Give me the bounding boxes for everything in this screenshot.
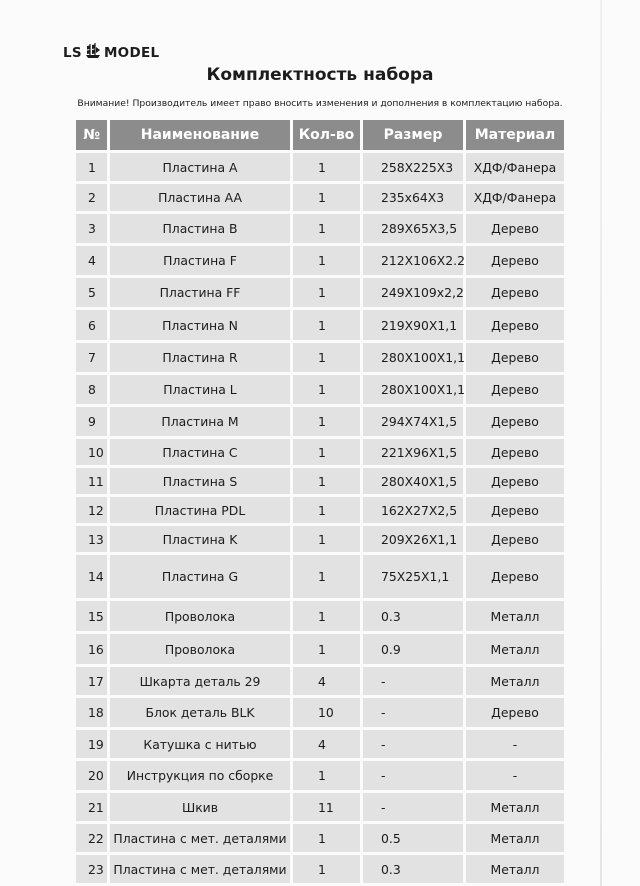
page-edge-shadow — [600, 0, 602, 886]
row-material: Дерево — [466, 698, 564, 727]
table-row — [76, 730, 564, 758]
row-size: 280X100X1,1 — [363, 375, 466, 404]
table-row — [76, 698, 564, 727]
row-quantity: 1 — [293, 555, 363, 598]
row-size: 0.5 — [363, 824, 466, 852]
row-size: - — [363, 667, 466, 695]
row-material: Дерево — [466, 526, 564, 552]
row-name: Пластина F — [110, 246, 293, 275]
row-name: Пластина G — [110, 555, 293, 598]
row-quantity: 1 — [293, 526, 363, 552]
row-material: Металл — [466, 667, 564, 695]
row-number: 10 — [76, 439, 110, 465]
row-size: 249X109x2,2 — [363, 278, 466, 307]
row-quantity: 1 — [293, 278, 363, 307]
row-size: 209X26X1,1 — [363, 526, 466, 552]
table-row — [76, 761, 564, 790]
row-material: Металл — [466, 634, 564, 664]
row-name: Пластина с мет. деталями — [110, 824, 293, 852]
row-number: 9 — [76, 407, 110, 436]
row-number: 7 — [76, 343, 110, 372]
row-size: 280X100X1,1 — [363, 343, 466, 372]
notice-text: Внимание! Производитель имеет право вносить изменения и дополнения в комплектацию набора. — [77, 98, 563, 109]
row-name: Проволока — [110, 601, 293, 631]
table-row — [76, 343, 564, 372]
row-size: 221X96X1,5 — [363, 439, 466, 465]
table-row — [76, 468, 564, 494]
row-name: Шкарта деталь 29 — [110, 667, 293, 695]
row-size: - — [363, 730, 466, 758]
table-row — [76, 601, 564, 631]
row-material: Дерево — [466, 375, 564, 404]
row-name: Пластина с мет. деталями — [110, 855, 293, 883]
row-number: 18 — [76, 698, 110, 727]
row-name: Катушка с нитью — [110, 730, 293, 758]
row-size: - — [363, 761, 466, 790]
table-row — [76, 497, 564, 523]
row-material: Дерево — [466, 310, 564, 340]
row-material: Дерево — [466, 343, 564, 372]
row-quantity: 1 — [293, 246, 363, 275]
row-name: Пластина A — [110, 153, 293, 181]
row-size: 75X25X1,1 — [363, 555, 466, 598]
table-header-row — [76, 120, 564, 150]
row-number: 14 — [76, 555, 110, 598]
row-name: Блок деталь BLK — [110, 698, 293, 727]
row-quantity: 1 — [293, 153, 363, 181]
brand-logo — [63, 42, 159, 64]
row-material: - — [466, 730, 564, 758]
ship-icon — [84, 42, 102, 64]
row-size: 258X225X3 — [363, 153, 466, 181]
row-material: Дерево — [466, 439, 564, 465]
row-name: Пластина L — [110, 375, 293, 404]
table-row — [76, 214, 564, 243]
row-material: Дерево — [466, 407, 564, 436]
row-number: 1 — [76, 153, 110, 181]
row-quantity: 1 — [293, 184, 363, 211]
row-quantity: 10 — [293, 698, 363, 727]
row-name: Пластина FF — [110, 278, 293, 307]
row-size: 294X74X1,5 — [363, 407, 466, 436]
row-number: 4 — [76, 246, 110, 275]
row-material: Дерево — [466, 278, 564, 307]
row-number: 21 — [76, 793, 110, 821]
header-size: Размер — [363, 120, 466, 150]
table-row — [76, 824, 564, 852]
row-material: Дерево — [466, 555, 564, 598]
row-number: 8 — [76, 375, 110, 404]
kit-contents-table — [76, 117, 564, 886]
row-size: - — [363, 793, 466, 821]
row-material: - — [466, 761, 564, 790]
row-material: ХДФ/Фанера — [466, 184, 564, 211]
row-number: 5 — [76, 278, 110, 307]
header-material: Материал — [466, 120, 564, 150]
table-row — [76, 526, 564, 552]
row-name: Пластина M — [110, 407, 293, 436]
table-row — [76, 184, 564, 211]
table-row — [76, 310, 564, 340]
row-quantity: 1 — [293, 601, 363, 631]
table-row — [76, 153, 564, 181]
row-quantity: 1 — [293, 761, 363, 790]
row-number: 12 — [76, 497, 110, 523]
row-name: Пластина S — [110, 468, 293, 494]
row-name: Проволока — [110, 634, 293, 664]
row-quantity: 1 — [293, 214, 363, 243]
row-name: Пластина AA — [110, 184, 293, 211]
table-row — [76, 634, 564, 664]
row-material: Металл — [466, 824, 564, 852]
row-material: Дерево — [466, 468, 564, 494]
row-size: - — [363, 698, 466, 727]
row-material: Дерево — [466, 214, 564, 243]
row-quantity: 1 — [293, 310, 363, 340]
row-quantity: 1 — [293, 468, 363, 494]
row-number: 23 — [76, 855, 110, 883]
row-name: Пластина C — [110, 439, 293, 465]
row-quantity: 1 — [293, 407, 363, 436]
row-quantity: 4 — [293, 667, 363, 695]
row-name: Пластина B — [110, 214, 293, 243]
table-row — [76, 407, 564, 436]
row-name: Шкив — [110, 793, 293, 821]
table-row — [76, 855, 564, 883]
row-size: 289X65X3,5 — [363, 214, 466, 243]
row-material: Металл — [466, 601, 564, 631]
table-body — [76, 153, 564, 883]
table-row — [76, 278, 564, 307]
logo-right-text: MODEL — [103, 45, 160, 61]
row-name: Пластина R — [110, 343, 293, 372]
row-quantity: 1 — [293, 634, 363, 664]
header-number: № — [76, 120, 110, 150]
row-quantity: 11 — [293, 793, 363, 821]
row-size: 162X27X2,5 — [363, 497, 466, 523]
row-quantity: 1 — [293, 343, 363, 372]
row-size: 235x64X3 — [363, 184, 466, 211]
row-number: 17 — [76, 667, 110, 695]
row-name: Пластина K — [110, 526, 293, 552]
table-row — [76, 793, 564, 821]
row-size: 0.9 — [363, 634, 466, 664]
row-number: 15 — [76, 601, 110, 631]
row-quantity: 1 — [293, 439, 363, 465]
row-number: 20 — [76, 761, 110, 790]
header-quantity: Кол-во — [293, 120, 363, 150]
row-material: ХДФ/Фанера — [466, 153, 564, 181]
row-size: 280X40X1,5 — [363, 468, 466, 494]
row-size: 0.3 — [363, 601, 466, 631]
table-row — [76, 439, 564, 465]
row-number: 19 — [76, 730, 110, 758]
table-row — [76, 246, 564, 275]
row-number: 6 — [76, 310, 110, 340]
row-number: 2 — [76, 184, 110, 211]
row-number: 22 — [76, 824, 110, 852]
table-row — [76, 375, 564, 404]
row-size: 219X90X1,1 — [363, 310, 466, 340]
row-name: Пластина N — [110, 310, 293, 340]
row-quantity: 4 — [293, 730, 363, 758]
row-quantity: 1 — [293, 375, 363, 404]
table-row — [76, 555, 564, 598]
row-number: 11 — [76, 468, 110, 494]
row-name: Пластина PDL — [110, 497, 293, 523]
row-number: 13 — [76, 526, 110, 552]
logo-left-text: LS — [63, 45, 82, 61]
row-quantity: 1 — [293, 855, 363, 883]
row-number: 3 — [76, 214, 110, 243]
row-material: Дерево — [466, 497, 564, 523]
row-size: 0.3 — [363, 855, 466, 883]
row-number: 16 — [76, 634, 110, 664]
row-material: Дерево — [466, 246, 564, 275]
page-title: Комплектность набора — [206, 65, 434, 85]
header-name: Наименование — [110, 120, 293, 150]
row-size: 212X106X2.2 — [363, 246, 466, 275]
row-material: Металл — [466, 855, 564, 883]
row-name: Инструкция по сборке — [110, 761, 293, 790]
row-quantity: 1 — [293, 497, 363, 523]
row-material: Металл — [466, 793, 564, 821]
row-quantity: 1 — [293, 824, 363, 852]
table-row — [76, 667, 564, 695]
